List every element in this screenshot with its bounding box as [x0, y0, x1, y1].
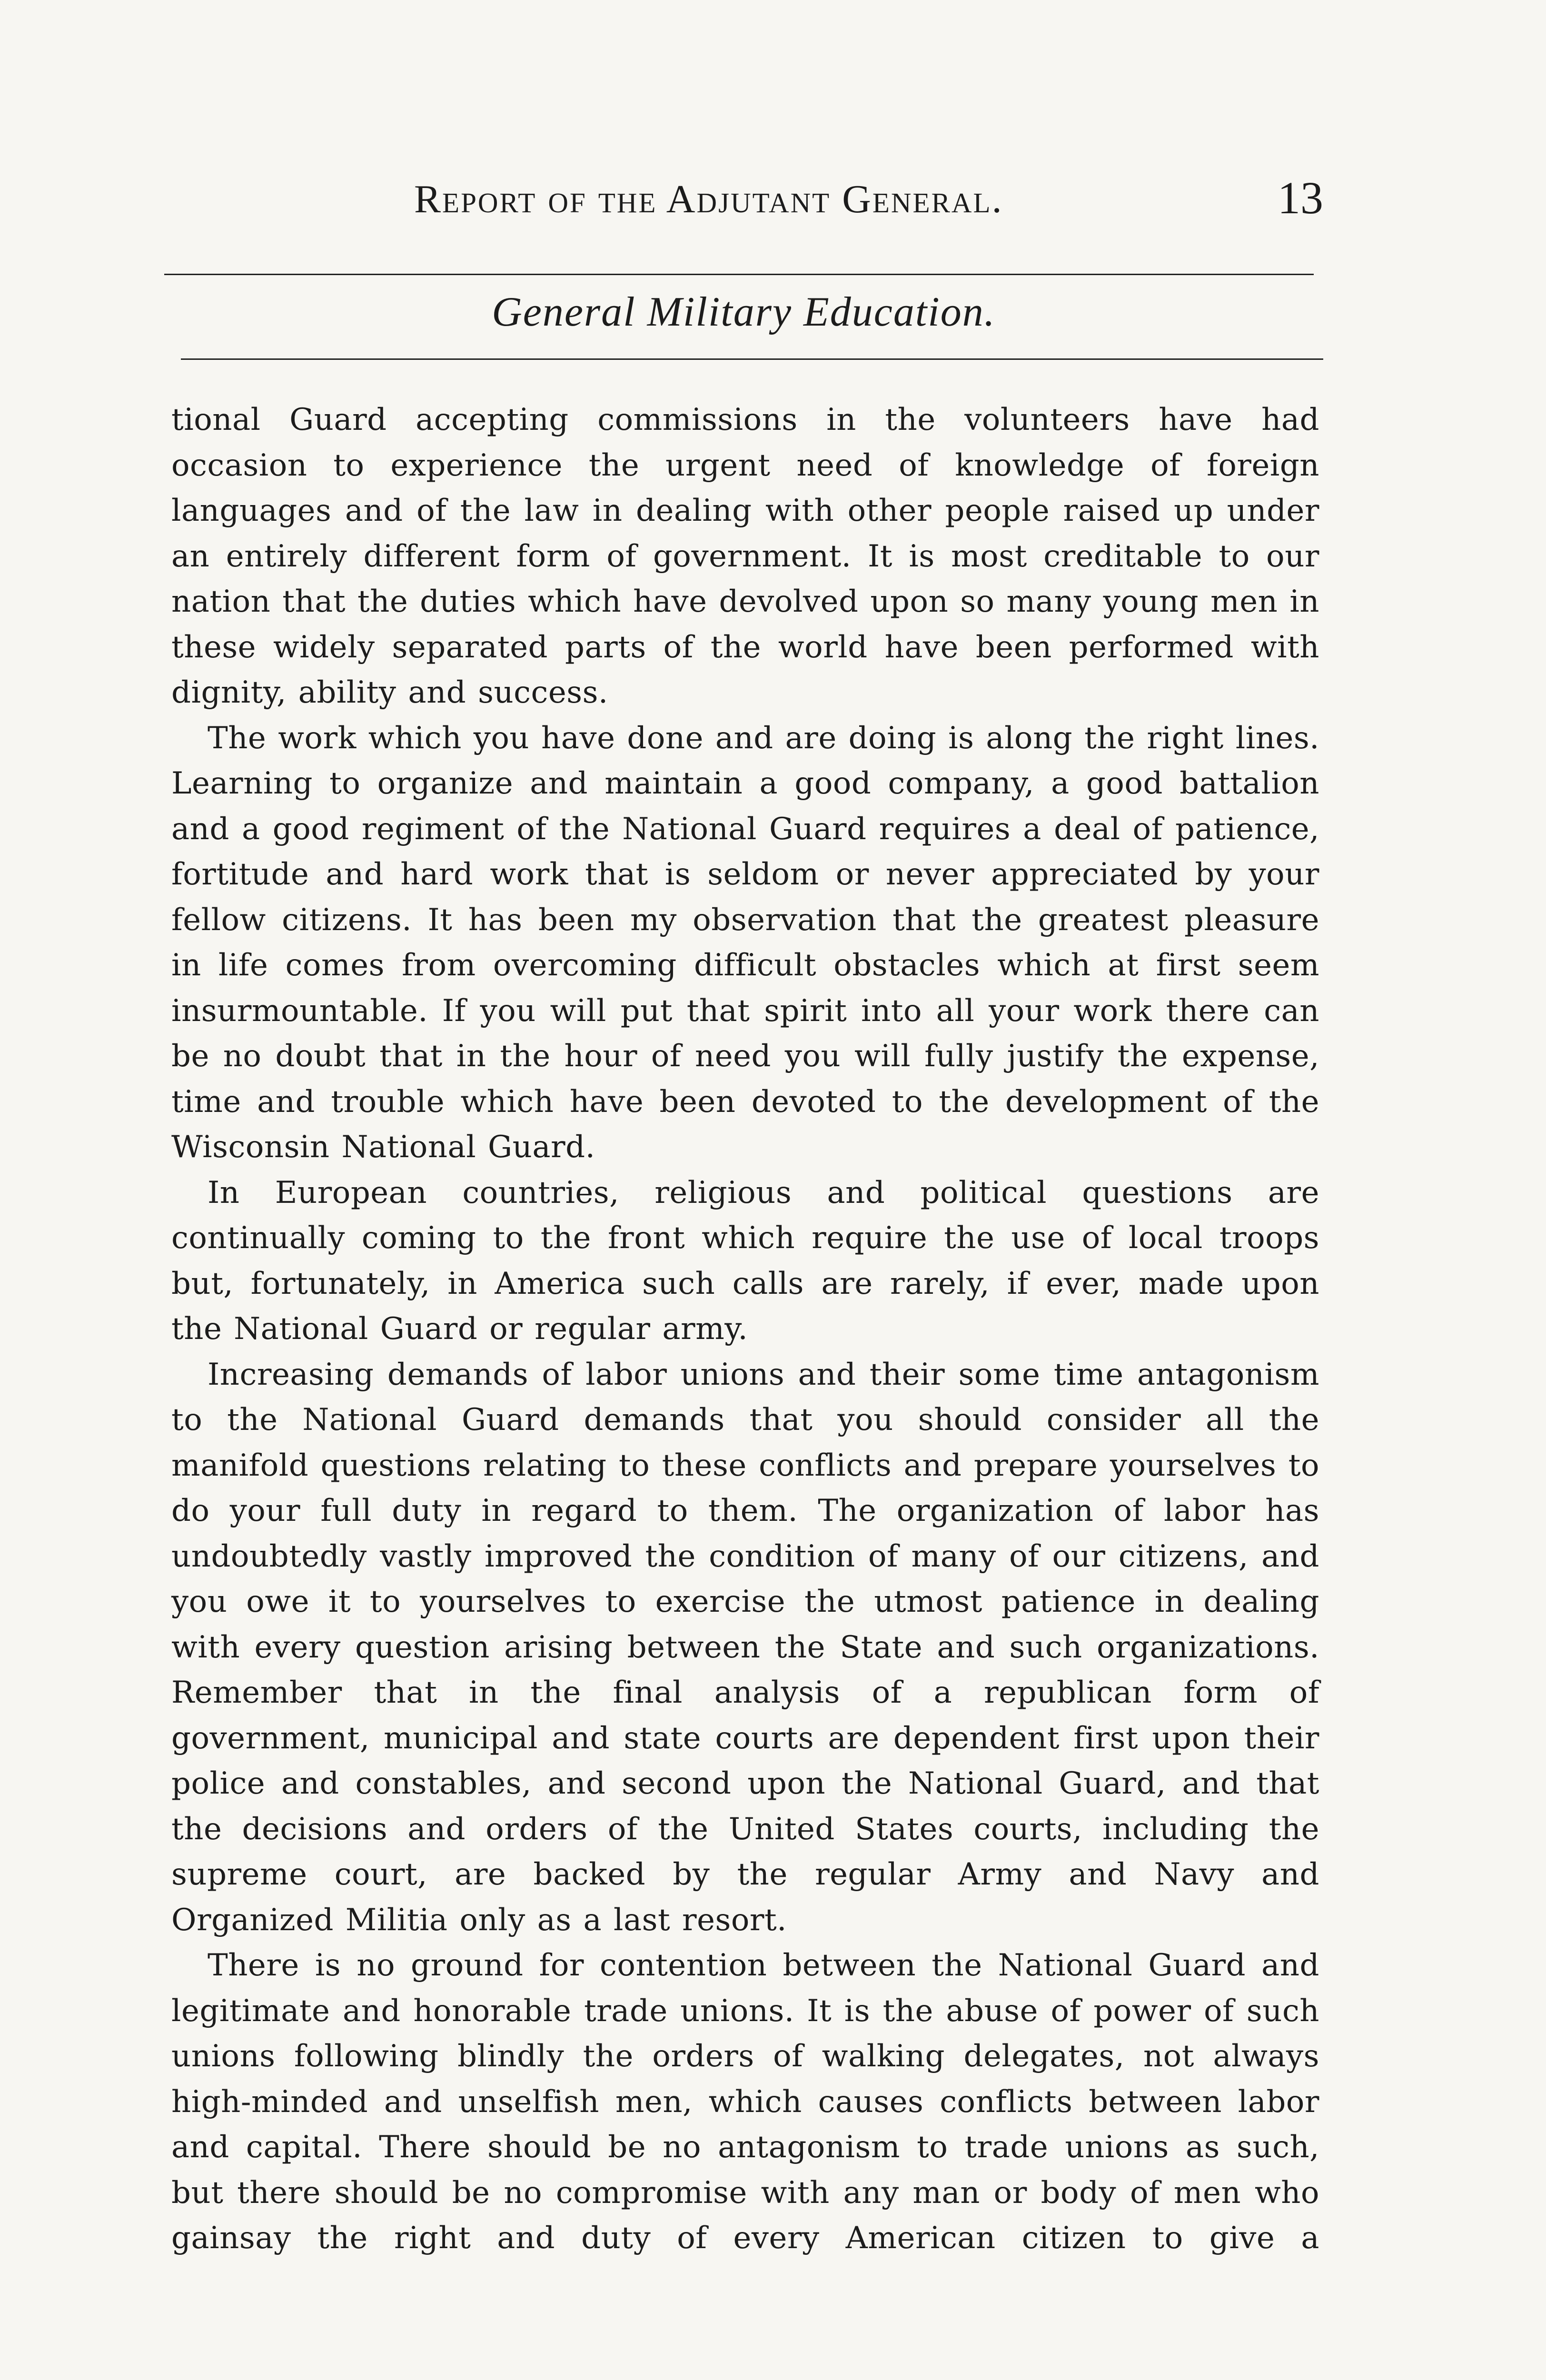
page-number: 13: [1278, 172, 1323, 223]
paragraph-trade-unions: There is no ground for contention between the National Guard and legitimate and honorable trade unions. It is the abuse of power of such unions following blindly the orders of walking delegates, not always high-minded and unselfish men, which causes conflicts between labor and capital. There should be no antagonism to trade unions as such, but there should be no compromise with any man or body of men who gainsay the right and duty of every American citizen to give a: [171, 1948, 1319, 2256]
running-title: Report of the Adjutant General.: [414, 177, 1003, 221]
paragraph-european-countries: In European countries, religious and political questions are continually coming to the front which require the use of local troops but, fortunately, in America such calls are rarely, if ever, made upon the National Guard or regular army.: [171, 1175, 1319, 1347]
running-head: [162, 167, 1323, 238]
section-title: General Military Education.: [492, 289, 996, 335]
body-text: [171, 397, 1319, 2261]
paragraph-continued: tional Guard accepting commissions in the volunteers have had occasion to experience the urgent need of knowledge of foreign languages and of the law in dealing with other people raised up under an entirely different form of government. It is most creditable to our nation that the duties which have devolved upon so many young men in these widely separated parts of the world have been performed with dignity, ability and success.: [171, 402, 1319, 710]
paragraph-work-along-right-lines: The work which you have done and are doing is along the right lines. Learning to organize and maintain a good company, a good battalion and a good regiment of the National Guard requires a deal of patience, fortitude and hard work that is seldom or never appreciated by your fellow citizens. It has been my observation that the greatest pleasure in life comes from overcoming difficult obstacles which at first seem insurmountable. If you will put that spirit into all your work there can be no doubt that in the hour of need you will fully justify the expense, time and trouble which have been devoted to the development of the Wisconsin National Guard.: [171, 720, 1319, 1165]
header-rule-top: [164, 274, 1314, 275]
paragraph-labor-unions: Increasing demands of labor unions and their some time antagonism to the National Guard demands that you should consider all the manifold questions relating to these conflicts and prepare yourselves to do your full duty in regard to them. The organization of labor has undoubtedly vastly improved the condition of many of our citizens, and you owe it to yourselves to exercise the utmost patience in dealing with every question arising between the State and such organizations. Remember that in the final analysis of a republican form of government, municipal and state courts are dependent first upon their police and constables, and second upon the National Guard, and that the decisions and orders of the United States courts, including the supreme court, are backed by the regular Army and Navy and Organized Militia only as a last resort.: [171, 1357, 1319, 1938]
header-rule-bottom: [181, 358, 1323, 360]
